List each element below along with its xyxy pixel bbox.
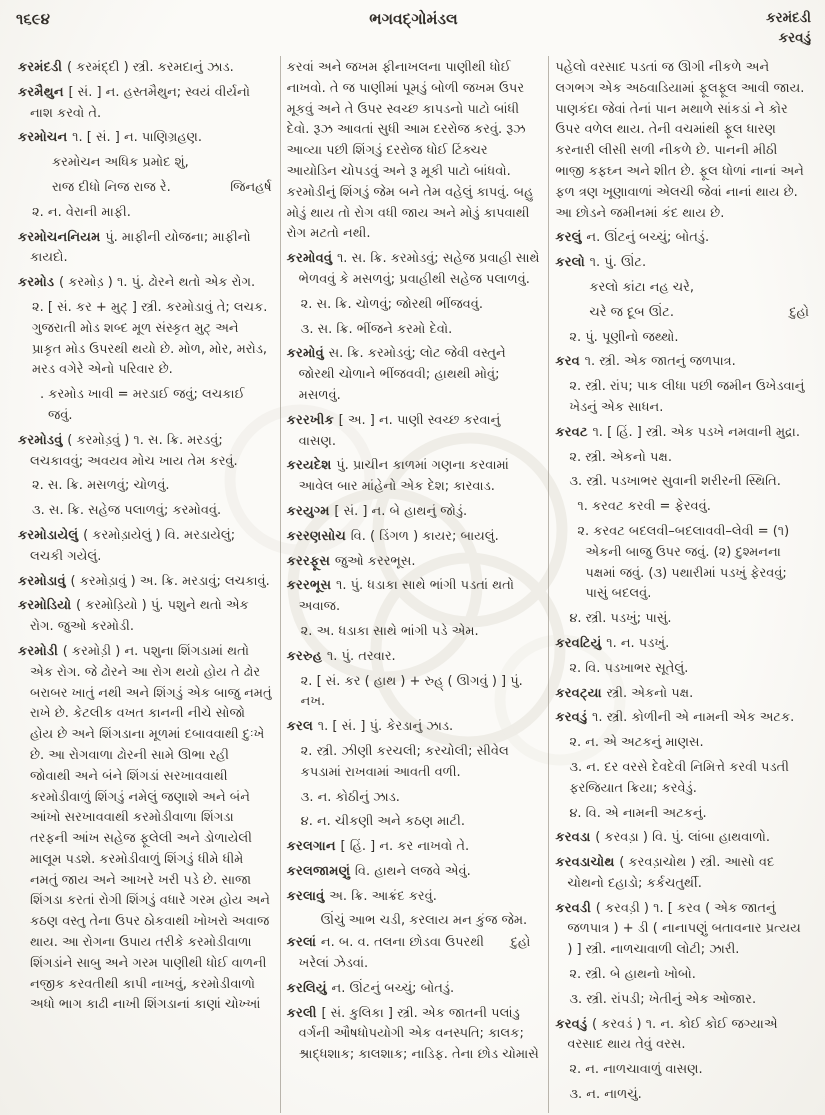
dictionary-entry xyxy=(287,979,541,1000)
dictionary-entry xyxy=(555,899,809,961)
entry-line xyxy=(555,758,809,800)
definition-text: . કરમોડ ખાવી = મરડાઈ જવું; લચકાઈ જવું. xyxy=(40,387,245,423)
definition-text: ૨. વિ. પડખાભર સૂતેલું. xyxy=(569,660,689,676)
headword: કરમોડાયેલું xyxy=(18,527,84,543)
headword: કરલાં xyxy=(286,935,321,951)
dictionary-entry xyxy=(18,273,272,294)
headword: કરરુહ xyxy=(286,648,327,664)
definition-text: ૪. વિ. એ નામની અટકનું. xyxy=(569,805,707,821)
definition-text: ૨. સ. ક્રિ. મસળવું; ચોળવું. xyxy=(32,478,170,494)
entry-line xyxy=(555,497,809,518)
definition-text: ( કરમોડ઼ાયેલું ) વિ. મરડાયેલું; લચકી ગયેલું. xyxy=(30,527,236,564)
entry-line xyxy=(287,812,541,833)
definition-text: ૨. ન. એ અટકનું માણસ. xyxy=(569,735,704,751)
entry-line xyxy=(287,58,541,245)
citation-attribution: જિનહર્ષ xyxy=(230,179,272,195)
headword: કરમોડિયો xyxy=(18,598,77,614)
definition-text: ન. ઊંટનું બચ્ચું; બોતડું. xyxy=(586,230,710,246)
definition-text: પું. પ્રાચીન કાળમાં ગણના કરવામાં આવેલ બાર માંહેનો એક દેશ; કારવાડ. xyxy=(298,458,509,495)
citation-attribution: દુહો xyxy=(510,935,531,951)
headword: કરરફૂસ xyxy=(286,553,335,569)
dictionary-entry xyxy=(287,887,541,908)
entry-line xyxy=(555,990,809,1011)
definition-text: ૪. ન. ચીકણી અને કઠણ માટી. xyxy=(300,814,465,830)
headword: કરમોડવું xyxy=(18,432,68,448)
dictionary-entry xyxy=(287,862,541,883)
text-columns xyxy=(12,56,817,1113)
entry-line xyxy=(18,476,272,497)
dictionary-entry xyxy=(287,552,541,573)
definition-text: કરવાં અને જખમ ફીનાખલના પાણીથી ધોઈ નાખવો. તે જ પાણીમાં પૂમડું બોળી જખમ ઉપર મૂકવું અને તે ઉપર સ્વચ્છ કાપડનો પાટો બાંધી દેવો. રૂઝ આવતાં સુધી આમ દરરોજ કરવું. રૂઝ આવ્યા પછી શિંગડું દરરોજ ધોઈ ટિંક્ચર આયોડિન ચોપડવું અને રૂ મૂકી પાટો બાંધવો. કરમોડીનું શિંગડું જેમ બને તેમ વહેલું કાપવું. બહુ મોડું થાય તો રોગ વધી જાય અને મોડું કાપવાથી રોગ મટતો નથી. xyxy=(286,60,534,242)
guide-word-first: કરમંદડી xyxy=(766,10,811,26)
dictionary-entry xyxy=(555,423,809,444)
dictionary-entry xyxy=(555,828,809,849)
headword: કરવડું xyxy=(555,1016,593,1032)
headword: કરમોડાવું xyxy=(18,573,71,589)
dictionary-entry xyxy=(555,634,809,655)
dictionary-entry xyxy=(18,596,272,638)
dictionary-entry xyxy=(287,576,541,618)
entry-line xyxy=(555,522,809,605)
entry-line xyxy=(555,377,809,419)
column-1 xyxy=(12,56,281,1113)
definition-text: ૨. સ. ક્રિ. ચોળવું; જોરથી ભીંજવવું. xyxy=(300,296,483,312)
definition-text: કરમોચન અધિક પ્રમોદ શું, xyxy=(52,155,189,171)
book-title: ભગવદ્ગોમંડલ xyxy=(369,10,458,28)
entry-line xyxy=(555,804,809,825)
definition-text: ( કરમોડ઼વું ) ૧. સ. ક્રિ. મરડવું; લચકાવવું; અવયવ મોચ ખાય તેમ કરવું. xyxy=(30,432,238,469)
definition-text: [ સં. કુલિકા ] સ્ત્રી. એક જાતની પલાંડુ વર્ગની ઔષધોપયોગી એક વનસ્પતિ; કાલક; શ્રાદ્ધશાક; કાલશાક; નાડિફ. તેના છોડ ચોમાસે xyxy=(298,1005,539,1063)
entry-line xyxy=(555,733,809,754)
definition-text: ૨. [ સં. કર ( હાથ ) + રુહ્ ( ઊગવું ) ] પું. નખ. xyxy=(300,673,523,710)
definition-text: ૨. સ્ત્રી. ઝીણી કરચલી; કરચોલી; સીવેલ કપડામાં રાખવામાં આવતી વળી. xyxy=(300,743,509,780)
definition-text: રાજ દીધો નિજ રાજ રે. xyxy=(52,179,171,195)
dictionary-entry xyxy=(287,456,541,498)
headword: કરવટિયું xyxy=(555,635,607,651)
entry-line xyxy=(287,622,541,643)
dictionary-entry xyxy=(287,1004,541,1066)
headword: કરમોચન xyxy=(18,130,73,146)
headword: કરલિયું xyxy=(286,980,332,996)
dictionary-entry xyxy=(18,431,272,473)
definition-text: ૧. પું. ધડાકા સાથે ભાંગી પડતાં થતો અવાજ. xyxy=(298,578,515,615)
dictionary-entry xyxy=(555,253,809,274)
definition-text: ૧. સ્ત્રી. એક જાતનું જળપાત્ર. xyxy=(584,354,736,370)
dictionary-entry xyxy=(287,411,541,453)
dictionary-entry xyxy=(287,647,541,668)
definition-text: ૧. કરવટ કરવી = ફેરવવું. xyxy=(577,499,711,515)
page-header xyxy=(16,8,811,54)
definition-text: ૧. પું. તરવાર. xyxy=(326,648,396,664)
definition-text: અ. ક્રિ. આક્રંદ કરવું. xyxy=(329,888,437,904)
column-2 xyxy=(281,56,550,1113)
definition-text: ૩. ન. કોઠીનું ઝાડ. xyxy=(300,789,400,805)
column-3 xyxy=(549,56,817,1113)
headword: કરયુગ્મ xyxy=(286,503,335,519)
dictionary-entry xyxy=(18,58,272,79)
headword: કરલ xyxy=(286,719,318,735)
entry-line xyxy=(555,659,809,680)
definition-text: [ સં. ] ન. બે હાથનું જોડું. xyxy=(334,503,468,519)
entry-line xyxy=(18,203,272,224)
definition-text: ૩. સ્ત્રી. રાંપડી; ખેતીનું એક ઓજાર. xyxy=(569,991,757,1007)
entry-line xyxy=(555,1085,809,1106)
headword: કરલું xyxy=(555,230,587,246)
headword: કરમોવવું xyxy=(286,251,337,267)
entry-line xyxy=(287,672,541,714)
guide-word-last: કરવડું xyxy=(778,30,811,47)
entry-line xyxy=(555,965,809,986)
page-number: ૧૬૯૪ xyxy=(16,10,50,28)
entry-line xyxy=(287,788,541,809)
headword: કરરભૂસ xyxy=(286,578,336,594)
verse-line xyxy=(555,278,809,299)
headword: કરમૈથુન xyxy=(18,84,69,100)
dictionary-entry xyxy=(287,527,541,548)
entry-line xyxy=(287,742,541,784)
entry-line xyxy=(18,298,272,381)
dictionary-entry xyxy=(555,853,809,895)
dictionary-entry xyxy=(18,572,272,593)
dictionary-entry xyxy=(18,128,272,149)
entry-line xyxy=(18,385,272,427)
definition-text: ૧. સ્ત્રી. કોળીની એ નામની એક અટક. xyxy=(592,710,795,726)
headword: કરવટ xyxy=(555,424,593,440)
entry-line xyxy=(18,501,272,522)
definition-text: ( કરમોડ઼િયો ) પું. પશુને થતો એક રોગ. જુઓ કરમોડી. xyxy=(30,598,249,635)
definition-text: ૨. [ સં. કર + મુટ્ ] સ્ત્રી. કરમોડાવું તે; લચક. ગુજરાતી મોડ શબ્દ મૂળ સંસ્કૃત મુટ્ અને પ્રાકૃત મોડ ઉપરથી થયો છે. મોળ, મોર, મરોડ, મરડ વગેરે એનો પરિવાર છે. xyxy=(32,299,268,378)
entry-line xyxy=(555,609,809,630)
citation-attribution: દુહો xyxy=(789,304,810,320)
dictionary-entry xyxy=(287,249,541,291)
definition-text: ( કરવડ઼ાચોથ ) સ્ત્રી. આસો વદ ચોથનો દહાડો; કર્કચતુર્થી. xyxy=(567,855,775,891)
definition-text: ૧. [ સં. ] પું. કેરડાનું ઝાડ. xyxy=(317,719,454,735)
headword: કરવટ્યા xyxy=(555,685,607,701)
definition-text: ૨. સ્ત્રી. બે હાથનો ખોબો. xyxy=(569,967,696,983)
dictionary-entry xyxy=(555,708,809,729)
definition-text: ( કરવડં ) ૧. ન. કોઈ કોઈ જગ્યાએ વરસાદ થાય તેવું વરસ. xyxy=(567,1016,778,1053)
definition-text: ઊંચું આભ ચડી, કરલાય મન કુંજ જેમ. xyxy=(320,913,528,929)
headword: કરમોવું xyxy=(286,346,329,362)
dictionary-entry xyxy=(287,717,541,738)
definition-text: ૩. ન. દર વરસે દેવદેવી નિમિત્તે કરવી પડતી ફરજિયાત ક્રિયા; કરવેડું. xyxy=(569,759,789,796)
verse-line xyxy=(555,303,809,324)
definition-text: ૨. અ. ધડાકા સાથે ભાંગી પડે એમ. xyxy=(300,623,479,639)
definition-text: ચરે જ દૂબ ઊંટ. xyxy=(589,304,675,320)
definition-text: ૨. સ્ત્રી. એકનો પક્ષ. xyxy=(569,449,672,465)
definition-text: ૧. [ સં. ] ન. પાણિગ્રહણ. xyxy=(72,130,203,146)
dictionary-entry xyxy=(287,502,541,523)
dictionary-entry xyxy=(287,837,541,858)
dictionary-entry xyxy=(18,526,272,568)
definition-text: પું. માફીની યોજના; માફીનો કાયદો. xyxy=(30,229,251,266)
headword: કરમોચનનિયમ xyxy=(18,229,106,245)
definition-text: કરલો કાંટા નહ ચરે, xyxy=(589,279,695,295)
dictionary-entry xyxy=(18,83,272,125)
guide-words xyxy=(766,8,811,49)
verse-line xyxy=(287,911,541,932)
headword: કરમોડ xyxy=(18,275,59,291)
dictionary-entry xyxy=(555,1015,809,1057)
headword: કરલજામણું xyxy=(286,863,355,879)
definition-text: ૧. સ. ક્રિ. કરમોડવું; સહેજ પ્રવાહી સાથે ભેળવવું કે મસળવું; પ્રવાહીથી સહેજ પલાળવું. xyxy=(298,251,540,287)
definition-text: ૨. કરવટ બદલવી–બદલાવવી–લેવી = (૧) એકની બાજુ ઉપર જવું. (૨) દુશ્મનના પક્ષમાં જવું. (૩) પથારીમાં પડખું ફેરવવું; પાસું બદલવું. xyxy=(577,523,790,602)
definition-text: ન. બ. વ. તલના છોડવા ઉપરથી ખરેલાં ઝેડવાં. xyxy=(298,935,484,972)
definition-text: વિ. હાથને લજવે એવું. xyxy=(354,863,471,879)
definition-text: પહેલો વરસાદ પડતાં જ ઊગી નીકળે અને લગભગ એક અઠવાડિયામાં ફૂલફૂલ આવી જાય. પાણકંદા જેવાં તેનાં પાન મથાળે સાંકડાં ને કોર ઉપર વળેલ થાય. તેની વચમાંથી ફૂલ ધારણ કરનારી લીસી સળી નીકળે છે. પાનની મીઠી ભાજી કફઘ્ન અને શીત છે. ફૂલ ધોળાં નાનાં અને ફળ ત્રણ ખૂણાવાળાં એલચી જેવાં નાનાં થાય છે. આ છોડને જમીનમાં કંદ થાય છે. xyxy=(555,60,805,221)
entry-line xyxy=(287,295,541,316)
entry-line xyxy=(555,58,809,224)
headword: કરવડાચોથ xyxy=(555,855,620,871)
headword: કરયદેશ xyxy=(286,458,337,474)
definition-text: ૧. ન. પડખું. xyxy=(606,635,670,651)
definition-text: ૨. ન. વેરાની માફી. xyxy=(32,204,131,220)
verse-line xyxy=(18,153,272,174)
definition-text: ૧. પું. ઊંટ. xyxy=(589,255,647,271)
dictionary-entry xyxy=(555,684,809,705)
dictionary-entry xyxy=(287,344,541,406)
headword: કરવ xyxy=(555,354,585,370)
definition-text: ૩. સ. ક્રિ. સહેજ પલાળવું; કરમોવવું. xyxy=(32,503,222,519)
dictionary-entry xyxy=(555,352,809,373)
definition-text: જુઓ કરરભૂસ. xyxy=(334,553,416,569)
definition-text: [ હિં. ] ન. કર નાખવો તે. xyxy=(340,839,470,855)
definition-text: ૩. સ. ક્રિ. ભીંજને કરમો દેવો. xyxy=(300,321,453,337)
definition-text: ( કરવડ઼ી ) ૧. [ કરવ ( એક જાતનું જળપાત્ર ) + ડી ( નાનાપણું બતાવનાર પ્રત્યય ) ] સ્ત્રી. નાળચાવાળી લોટી; ઝારી. xyxy=(567,900,801,958)
definition-text: ન. ઊંટનું બચ્ચું; બોતડું. xyxy=(331,980,455,996)
definition-text: ૩. સ્ત્રી. પડખાભર સુવાની શરીરની સ્થિતિ. xyxy=(569,474,781,490)
definition-text: વિ. ( ડિંગળ ) કાયર; બાયલું. xyxy=(350,528,499,544)
headword: કરલગાન xyxy=(286,839,341,855)
headword: કરવડું xyxy=(555,710,593,726)
definition-text: ( કરમોડ઼ ) ૧. પું. ઢોરને થતો એક રોગ. xyxy=(59,275,256,291)
definition-text: [ સં. ] ન. હસ્તમૈથુન; સ્વયં વીર્યનો નાશ કરવો તે. xyxy=(30,84,250,121)
definition-text: [ અ. ] ન. પાણી સ્વચ્છ કરવાનું વાસણ. xyxy=(298,412,501,449)
definition-text: ( કરમોડ઼ાવું ) અ. ક્રિ. મરડાવું; લચકાવું. xyxy=(70,573,270,589)
headword: કરરખીક xyxy=(286,412,339,428)
definition-text: સ્ત્રી. એકનો પક્ષ. xyxy=(606,685,694,701)
definition-text: ૪. સ્ત્રી. પડખું; પાસું. xyxy=(569,611,672,627)
definition-text: ( કરમોડ઼ી ) ન. પશુના શિંગડામાં થતો એક રોગ. જે ઢોરને આ રોગ થયો હોય તે ઢોર બરાબર ખાતું નથી અને શિંગડું એક બાજુ નમતું રાખે છે. કેટલીક વખત કાનની નીચે સોજો હોય છે અને શિંગડાના મૂળમાં દબાવવાથી દુઃખે છે. આ રોગવાળા ઢોરની સામે ઊભા રહી જોવાથી અને બંને શિંગડાં સરખાવવાથી કરમોડીવાળું શિંગડું નમેલું જણાશે અને બંને આંખો સરખાવવાથી કરમોડીવાળા શિંગડા તરફની આંખ સહેજ ફૂલેલી અને ડોળાયેલી માલૂમ પડશે. કરમોડીવાળું શિંગડું ધીમે ધીમે નમતું જાય અને આખરે ખરી પડે છે. સાજા શિંગડા કરતાં રોગી શિંગડું વધારે ગરમ હોય અને કઠણ વસ્તુ તેના ઉપર ઠોકવાથી ખોખરો અવાજ થાય. આ રોગના ઉપાય તરીકે કરમોડીવાળા શિંગડાંને સાબુ અને ગરમ પાણીથી ધોઈ વાળની નજીક કરવતીથી કાપી નાખવું, કરમોડીવાળો અધો ભાગ કાઢી નાખી શિંગડાનાં કાણાં ચોખ્ખાં xyxy=(30,643,272,1013)
headword: કરમોડી xyxy=(18,643,63,659)
headword: કરમંદડી xyxy=(18,60,67,75)
headword: કરવડી xyxy=(555,900,596,916)
definition-text: સ. ક્રિ. કરમોડવું; લોટ જેવી વસ્તુને જોરથી ચોળાને ભીંજવવી; હાથથી મોવું; મસળવું. xyxy=(298,346,506,403)
dictionary-entry xyxy=(18,228,272,270)
entry-line xyxy=(287,320,541,341)
headword: કરલો xyxy=(555,255,590,271)
headword: કરવડા xyxy=(555,830,596,846)
entry-line xyxy=(555,328,809,349)
definition-text: ( કરમંદ્દી ) સ્ત્રી. કરમદાનું ઝાડ. xyxy=(66,60,234,75)
dictionary-entry xyxy=(18,642,272,1016)
verse-line xyxy=(18,178,272,199)
definition-text: ૨. ન. નાળચાવાળું વાસણ. xyxy=(569,1062,703,1078)
definition-text: ( કરવડ઼ા ) વિ. પું. લાંબા હાથવાળો. xyxy=(595,830,771,846)
definition-text: ૨. સ્ત્રી. રાંપ; પાક લીધા પછી જમીન ઉખેડવાનું ખેડનું એક સાધન. xyxy=(569,379,805,415)
headword: કરરણસોચ xyxy=(286,528,351,544)
entry-line xyxy=(555,448,809,469)
definition-text: ૩. ન. નાળચું. xyxy=(569,1087,642,1103)
entry-line xyxy=(555,472,809,493)
dictionary-entry xyxy=(555,228,809,249)
definition-text: ૨. પું. પૂણીનો જથ્થો. xyxy=(569,329,679,345)
headword: કરલી xyxy=(286,1005,322,1021)
entry-line xyxy=(555,1060,809,1081)
definition-text: ૧. [ હિં. ] સ્ત્રી. એક પડખે નમવાની મુદ્રા. xyxy=(592,424,800,440)
headword: કરલાવું xyxy=(286,888,330,904)
